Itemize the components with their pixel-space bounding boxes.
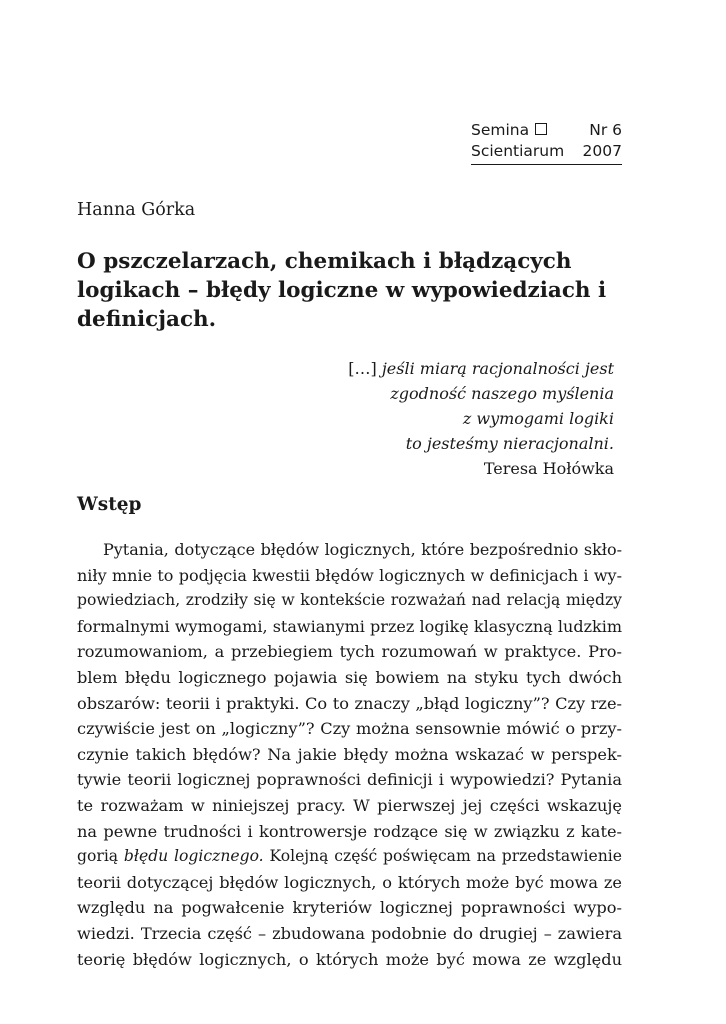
journal-header-row-1 <box>471 120 622 141</box>
paragraph-line: teorię błędów logicznych, o których może być mowa ze względu <box>77 949 622 969</box>
line-text: gorią <box>77 847 119 866</box>
epigraph-line: zgodność naszego myślenia <box>390 384 614 403</box>
line-text: Kolejną część poświęcam na przedstawienie <box>269 847 622 866</box>
paragraph-line <box>77 844 622 870</box>
paragraph-line: blem błędu logicznego pojawia się bowiem na styku tych dwóch <box>77 667 622 687</box>
paragraph-line: te rozważam w niniejszej pracy. W pierwszej jej części wskazuję <box>77 795 622 815</box>
emphasized-term: błędu logicznego. <box>123 847 264 866</box>
epigraph <box>348 356 614 481</box>
journal-name-text: Semina <box>471 121 530 139</box>
header-rule <box>471 164 622 165</box>
body-paragraph <box>77 537 622 972</box>
paragraph-line: względu na pogwałcenie kryteriów logicznej poprawności wypo- <box>77 898 622 918</box>
issue-number: Nr 6 <box>589 121 622 139</box>
paragraph-line: niły mnie to podjęcia kwestii błędów logicznych w definicjach i wy- <box>77 565 622 585</box>
paragraph-line: czywiście jest on „logiczny”? Czy można sensownie mówić o przy- <box>77 719 622 739</box>
epigraph-line: to jesteśmy nieracjonalni. <box>405 434 614 453</box>
epigraph-ellipsis: […] <box>348 359 377 378</box>
paragraph-line: czynie takich błędów? Na jakie błędy można wskazać w perspek- <box>77 744 622 764</box>
paragraph-line: powiedziach, zrodziły się w kontekście rozważań nad relacją między <box>77 591 622 610</box>
title-line: O pszczelarzach, chemikach i błądzących <box>77 249 572 274</box>
journal-year: 2007 <box>582 142 622 160</box>
journal-name-line1 <box>471 120 547 141</box>
journal-header <box>471 120 622 165</box>
paragraph-line: rozumowaniom, a przebiegiem tych rozumowań w praktyce. Pro- <box>77 642 622 662</box>
title-line: definicjach. <box>77 307 217 332</box>
paragraph-line: tywie teorii logicznej poprawności definicji i wypowiedzi? Pytania <box>77 770 622 790</box>
epigraph-text: jeśli miarą racjonalności jest <box>381 359 614 378</box>
journal-header-row-2 <box>471 141 622 162</box>
paragraph-line: teorii dotyczącej błędów logicznych, o których może być mowa ze <box>77 872 622 892</box>
square-icon <box>535 123 547 135</box>
paragraph-line: wiedzi. Trzecia część – zbudowana podobnie do drugiej – zawiera <box>77 923 622 943</box>
paragraph-line: Pytania, dotyczące błędów logicznych, które bezpośrednio skło- <box>103 540 622 559</box>
section-heading: Wstęp <box>77 494 142 515</box>
paragraph-line: obszarów: teorii i praktyki. Co to znaczy „błąd logiczny”? Czy rze- <box>77 693 622 713</box>
paragraph-line: formalnymi wymogami, stawianymi przez logikę klasyczną ludzkim <box>77 616 622 636</box>
epigraph-line <box>348 356 614 381</box>
author-name: Hanna Górka <box>77 200 196 220</box>
journal-name-line2: Scientiarum <box>471 142 565 160</box>
article-title <box>77 247 627 334</box>
title-line: logikach – błędy logiczne w wypowiedziach i <box>77 278 607 303</box>
paragraph-line: na pewne trudności i kontrowersje rodzące się w związku z kate- <box>77 821 622 841</box>
epigraph-attribution: Teresa Hołówka <box>483 459 614 478</box>
epigraph-line: z wymogami logiki <box>462 409 614 428</box>
